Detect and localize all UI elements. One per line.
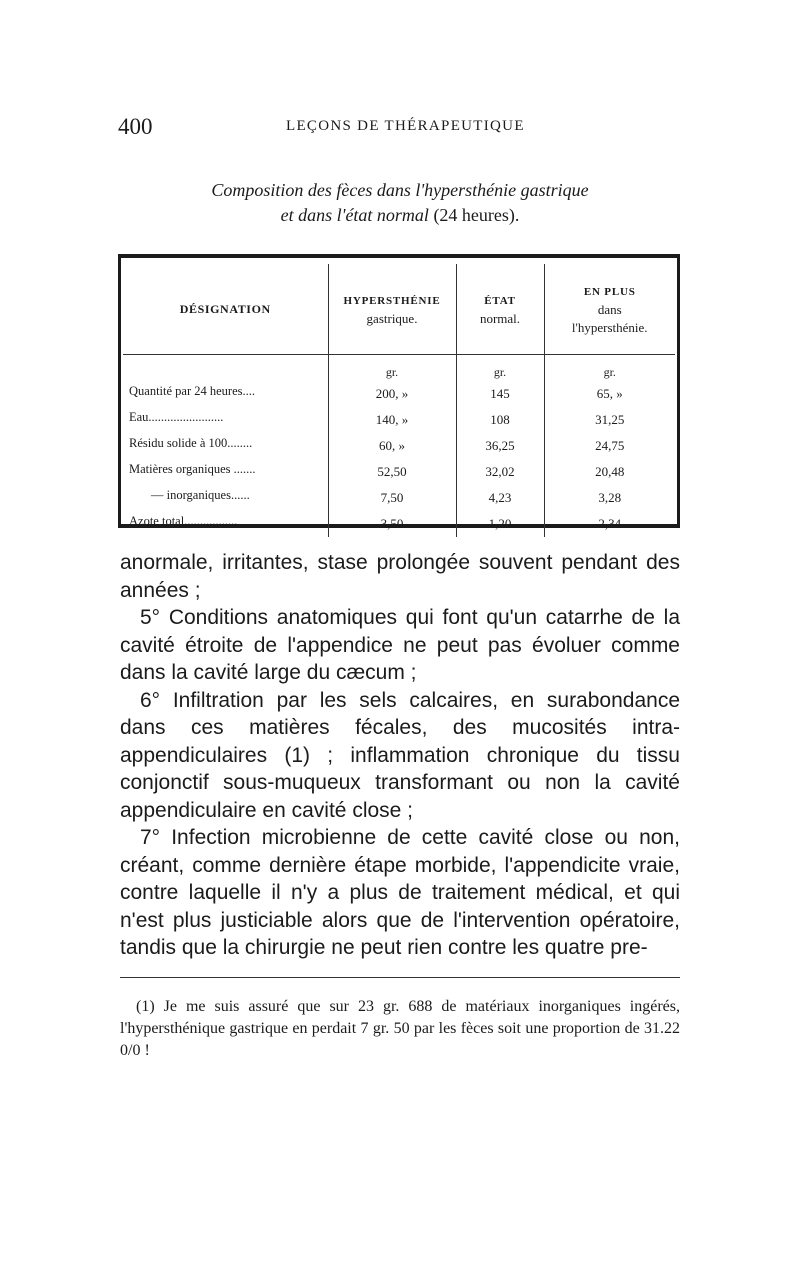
paragraph-item-6: 6° Infiltration par les sels calcaires, en surabondance dans ces matières fécales, des mucosités intra-appendiculaires (1) ; inflammation chronique du tissu conjonctif sous-muqueux transformant ou non la cavité appendiculaire en cavité close ;	[120, 688, 680, 822]
header-designation: DÉSIGNATION	[123, 264, 328, 355]
cell-normal: 32,02	[456, 459, 544, 485]
caption-line-1: Composition des fèces dans l'hypersthénie gastrique	[211, 180, 589, 200]
table-row	[123, 433, 675, 459]
header-etat-normal	[456, 264, 544, 355]
header-en-plus	[544, 264, 675, 355]
table-row	[123, 381, 675, 407]
cell-normal: 1,20	[456, 511, 544, 537]
row-label: Résidu solide à 100........	[129, 436, 253, 450]
cell-extra: 24,75	[544, 433, 675, 459]
cell-hyper: 3,50	[328, 511, 456, 537]
table-caption	[100, 178, 700, 228]
running-title: LEÇONS DE THÉRAPEUTIQUE	[286, 118, 525, 134]
paragraph-item-5: 5° Conditions anatomiques qui font qu'un catarrhe de la cavité étroite de l'appendice ne peut pas évoluer comme dans la cavité large du cæcum ;	[120, 606, 680, 684]
running-head	[118, 114, 680, 144]
paragraph-continuation: anormale, irritantes, stase prolongée souvent pendant des années ;	[120, 551, 680, 602]
units-label-cell	[123, 355, 328, 382]
composition-table	[123, 264, 675, 537]
cell-hyper: 200, »	[328, 381, 456, 407]
table-row	[123, 511, 675, 537]
row-label: Quantité par 24 heures....	[129, 384, 256, 398]
header-enplus-line1: EN PLUS	[583, 285, 636, 298]
caption-line-2: et dans l'état normal	[280, 205, 429, 225]
cell-extra: 3,28	[544, 485, 675, 511]
row-label: Eau........................	[129, 410, 224, 424]
table-row	[123, 459, 675, 485]
cell-normal: 108	[456, 407, 544, 433]
row-label: Azote total.................	[129, 514, 238, 528]
table-row	[123, 407, 675, 433]
body-text	[120, 549, 680, 962]
table-row	[123, 485, 675, 511]
cell-normal: 145	[456, 381, 544, 407]
header-hypersthenie-line1: HYPERSTHÉNIE	[343, 294, 441, 307]
header-enplus-line2: dans	[597, 301, 622, 317]
cell-extra: 20,48	[544, 459, 675, 485]
page-number: 400	[118, 114, 153, 139]
units-row	[123, 355, 675, 382]
paragraph-item-7: 7° Infection microbienne de cette cavité close ou non, créant, comme dernière étape morbide, l'appendicite vraie, contre laquelle il n'y a plus de traitement médical, et qui n'est plus justiciable alors que de l'intervention opératoire, tandis que la chirurgie ne peut rien contre les quatre pre-	[120, 826, 680, 959]
row-label: — inorganiques......	[151, 488, 250, 502]
cell-hyper: 60, »	[328, 433, 456, 459]
unit-hyper: gr.	[328, 355, 456, 382]
unit-normal: gr.	[456, 355, 544, 382]
composition-table-frame	[118, 254, 680, 531]
cell-hyper: 52,50	[328, 459, 456, 485]
unit-extra: gr.	[544, 355, 675, 382]
cell-hyper: 140, »	[328, 407, 456, 433]
cell-normal: 36,25	[456, 433, 544, 459]
footnote-rule	[120, 977, 680, 978]
row-label: Matières organiques .......	[129, 462, 256, 476]
header-hypersthenie-line2: gastrique.	[366, 310, 418, 326]
header-hypersthenie	[328, 264, 456, 355]
footnote: (1) Je me suis assuré que sur 23 gr. 688 de matériaux inorganiques ingérés, l'hypersthénique gastrique en perdait 7 gr. 50 par les fèces soit une proportion de 31.22 0/0 !	[120, 998, 680, 1059]
cell-extra: 31,25	[544, 407, 675, 433]
table-header-row	[123, 264, 675, 355]
cell-extra: 65, »	[544, 381, 675, 407]
cell-extra: 2,34	[544, 511, 675, 537]
header-etat-line2: normal.	[479, 310, 521, 326]
caption-duration: (24 heures).	[433, 205, 520, 225]
header-etat-line1: ÉTAT	[484, 294, 516, 307]
cell-normal: 4,23	[456, 485, 544, 511]
header-enplus-line3: l'hypersthénie.	[571, 319, 648, 335]
cell-hyper: 7,50	[328, 485, 456, 511]
